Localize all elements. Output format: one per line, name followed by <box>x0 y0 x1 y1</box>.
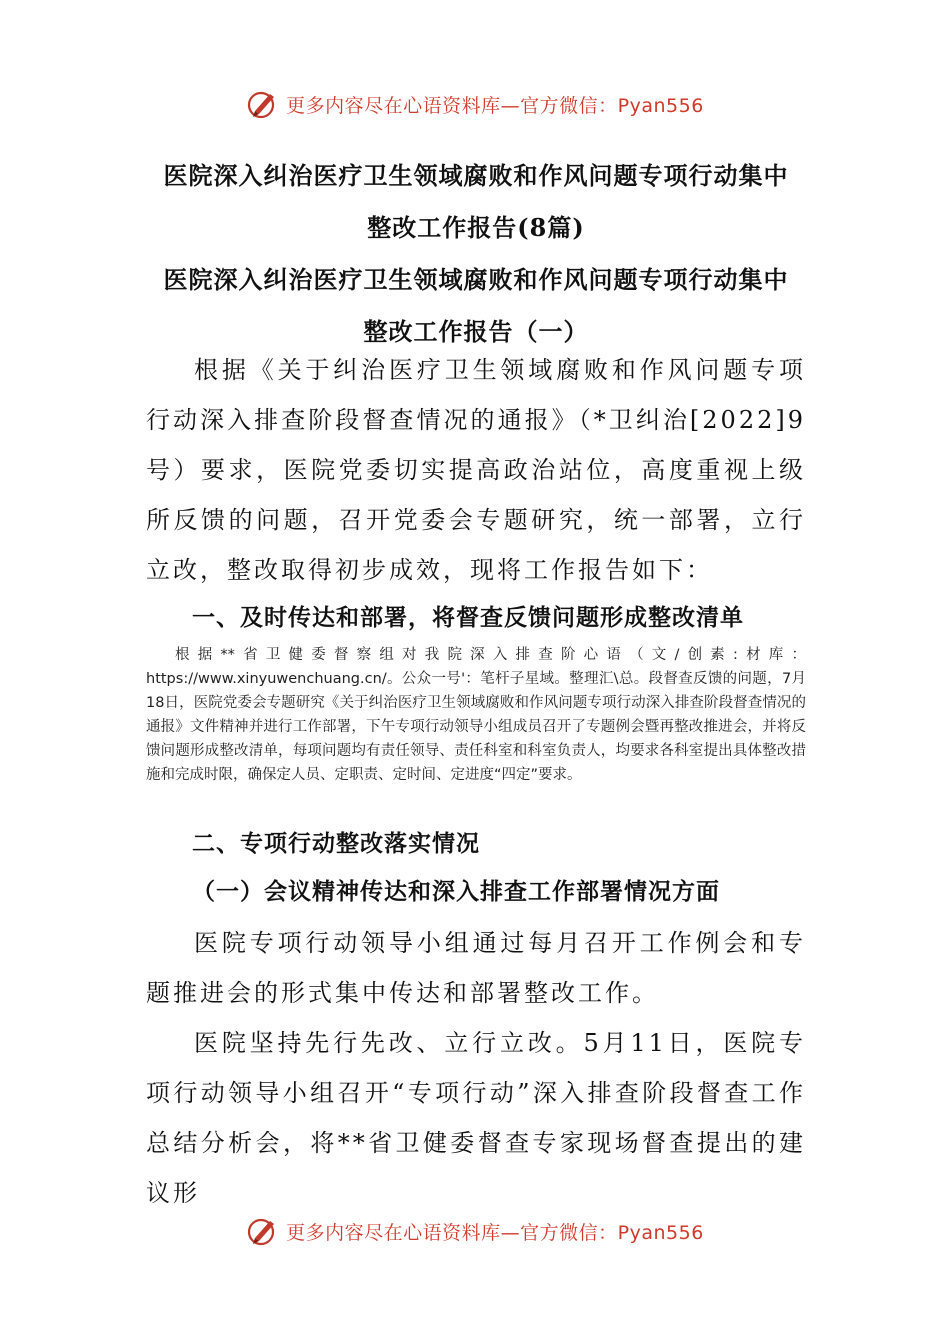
section1-body-block <box>146 643 806 787</box>
section1-body: 根据**省卫健委督察组对我院深入排查阶心语（文/创素:材库：https://www.xinyuwenchuang.cn/。公众一号'：笔杆子星域。整理汇\总。段督查反馈的问题，7月18日，医院党委会专题研究《关于纠治医疗卫生领域腐败和作风问题专项行动深入排查阶段督查情况的通报》文件精神并进行工作部署，下午专项行动领导小组成员召开了专题例会暨再整改推进会，并将反馈问题形成整改清单，每项问题均有责任领导、责任科室和科室负责人，均要求各科室提出具体整改措施和完成时限，确保定人员、定职责、定时间、定进度“四定”要求。 <box>146 647 806 783</box>
document-body <box>146 150 806 358</box>
para2-block <box>146 918 806 1018</box>
section2-sub <box>146 868 806 916</box>
section2 <box>146 820 806 868</box>
doc-subtitle-line1: 医院深入纠治医疗卫生领域腐败和作风问题专项行动集中 <box>163 265 789 294</box>
pen-logo-icon <box>246 1214 280 1248</box>
para3: 医院坚持先行先改、立行立改。5月11日，医院专项行动领导小组召开“专项行动”深入排查阶段督查工作总结分析会，将**省卫健委督查专家现场督查提出的建议形 <box>146 1029 806 1207</box>
section1-heading: 一、及时传达和部署，将督查反馈问题形成整改清单 <box>192 604 744 631</box>
para2: 医院专项行动领导小组通过每月召开工作例会和专题推进会的形式集中传达和部署整改工作。 <box>146 929 806 1007</box>
para3-block <box>146 1018 806 1218</box>
doc-title-line2: 整改工作报告(8篇) <box>367 213 585 242</box>
intro-paragraph: 根据《关于纠治医疗卫生领域腐败和作风问题专项行动深入排查阶段督查情况的通报》（*卫纠治[2022]9号）要求，医院党委切实提高政治站位，高度重视上级所反馈的问题，召开党委会专题研究，统一部署，立行立改，整改取得初步成效，现将工作报告如下： <box>146 356 806 584</box>
header-banner <box>0 84 950 124</box>
doc-title-line1: 医院深入纠治医疗卫生领域腐败和作风问题专项行动集中 <box>163 161 789 190</box>
banner-text: 更多内容尽在心语资料库—官方微信：Pyan556 <box>286 94 704 117</box>
section1 <box>146 594 806 642</box>
intro-block <box>146 345 806 595</box>
section2-sub-heading: （一）会议精神传达和深入排查工作部署情况方面 <box>192 878 720 905</box>
pen-logo-icon <box>246 87 280 121</box>
footer-banner <box>0 1211 950 1251</box>
doc-subtitle-line2: 整改工作报告（一） <box>363 317 589 346</box>
banner-text: 更多内容尽在心语资料库—官方微信：Pyan556 <box>286 1221 704 1244</box>
section2-heading: 二、专项行动整改落实情况 <box>192 830 480 857</box>
